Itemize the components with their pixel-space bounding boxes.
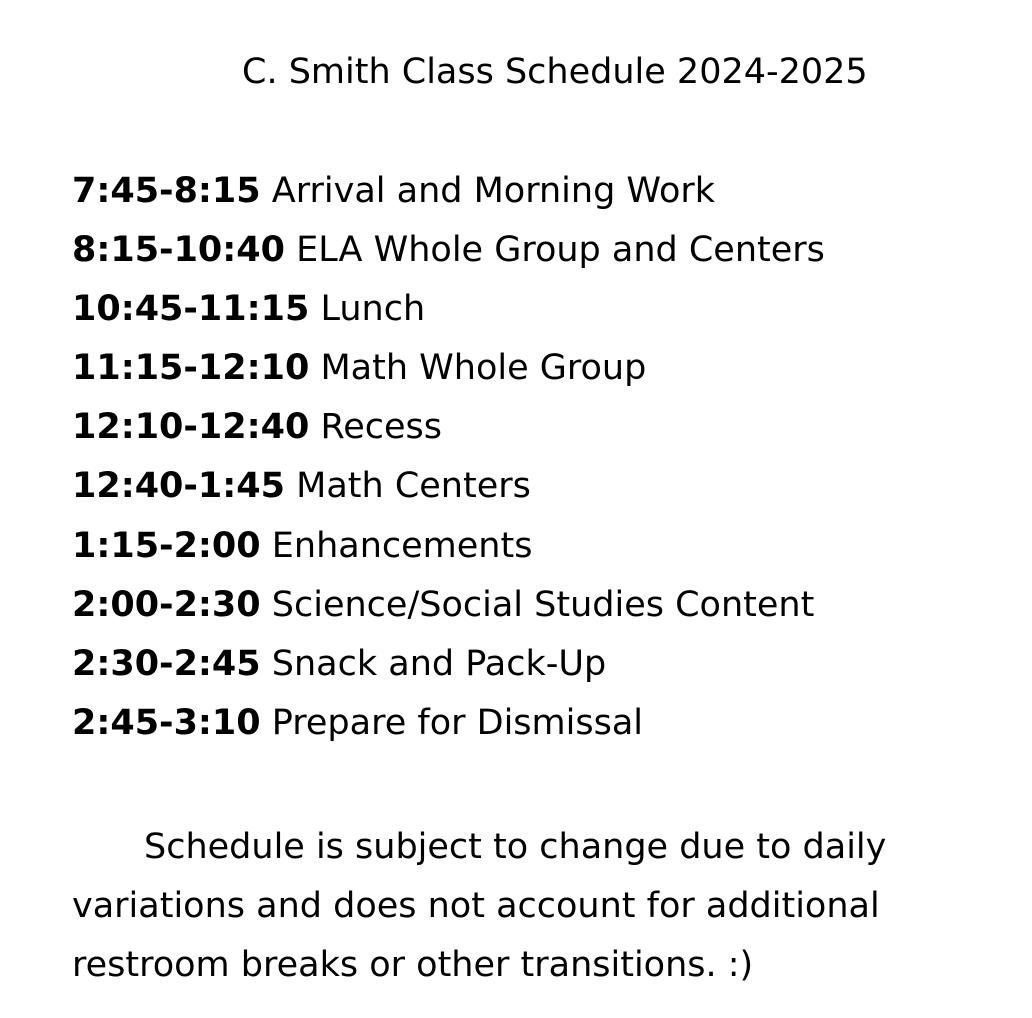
- schedule-time: 12:40-1:45: [72, 466, 285, 507]
- schedule-row: [72, 169, 825, 228]
- schedule-row: [72, 228, 825, 287]
- schedule-row: [72, 701, 825, 760]
- schedule-time: 11:15-12:10: [72, 348, 310, 389]
- schedule-row: [72, 642, 825, 701]
- schedule-row: [72, 405, 825, 464]
- schedule-activity: Lunch: [320, 289, 426, 330]
- schedule-time: 1:15-2:00: [72, 525, 261, 566]
- schedule-activity: Enhancements: [271, 525, 533, 566]
- schedule-time: 2:00-2:30: [72, 584, 261, 625]
- schedule-time: 10:45-11:15: [72, 289, 310, 330]
- schedule-list: [72, 169, 825, 760]
- schedule-row: [72, 583, 825, 642]
- page-title: C. Smith Class Schedule 2024-2025: [242, 52, 868, 92]
- schedule-time: 12:10-12:40: [72, 407, 310, 448]
- schedule-activity: Math Centers: [296, 466, 531, 507]
- schedule-time: 8:15-10:40: [72, 230, 285, 271]
- schedule-row: [72, 346, 825, 405]
- schedule-activity: Snack and Pack-Up: [271, 643, 607, 684]
- schedule-activity: Arrival and Morning Work: [271, 171, 716, 211]
- schedule-time: 2:45-3:10: [72, 702, 261, 743]
- schedule-note: Schedule is subject to change due to daily variations and does not account for additional restroom breaks or other transitions. :): [72, 827, 887, 985]
- schedule-row: [72, 287, 825, 346]
- schedule-activity: ELA Whole Group and Centers: [296, 230, 825, 271]
- schedule-time: 2:30-2:45: [72, 643, 261, 684]
- schedule-row: [72, 524, 825, 583]
- schedule-time: 7:45-8:15: [72, 171, 261, 211]
- schedule-row: [72, 464, 825, 523]
- schedule-activity: Recess: [320, 407, 443, 448]
- schedule-activity: Science/Social Studies Content: [271, 584, 815, 625]
- schedule-activity: Prepare for Dismissal: [271, 702, 643, 743]
- schedule-activity: Math Whole Group: [320, 348, 647, 389]
